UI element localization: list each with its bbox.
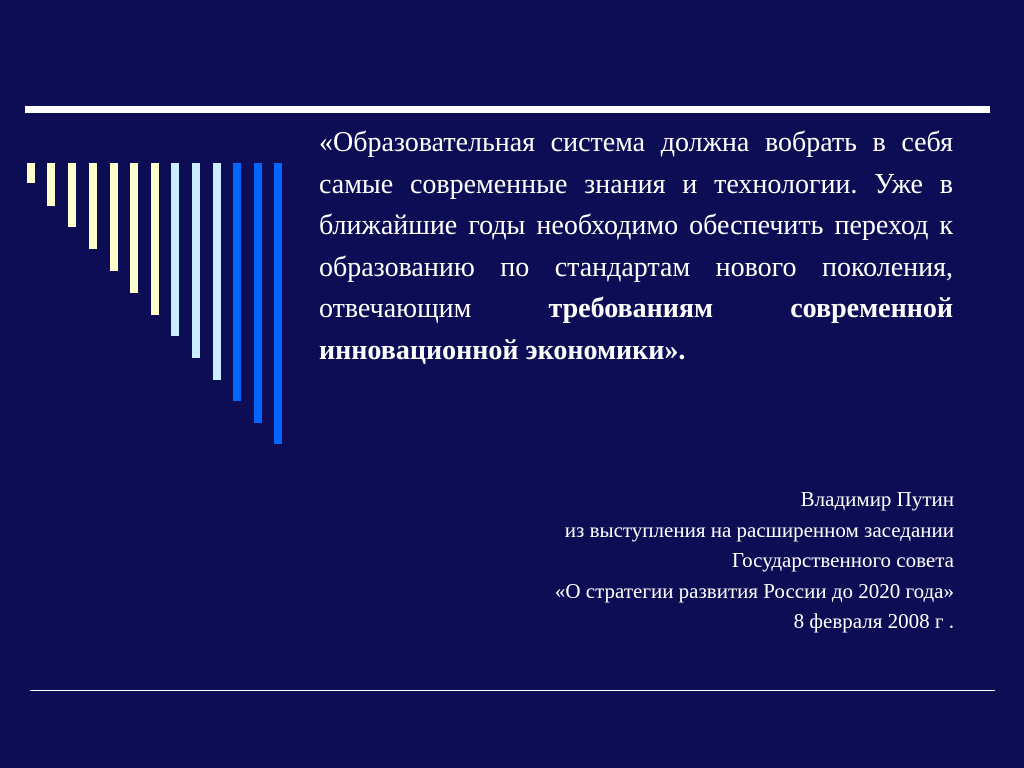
decorative-bar	[130, 163, 138, 293]
decorative-bar	[213, 163, 221, 380]
decorative-bar	[274, 163, 282, 444]
attribution	[420, 484, 954, 637]
attribution-date: 8 февраля 2008 г .	[793, 609, 954, 633]
bottom-rule	[30, 690, 995, 691]
decorative-bar	[192, 163, 200, 358]
decorative-bar	[89, 163, 97, 249]
decorative-bar	[68, 163, 76, 227]
quote-plain: «Образовательная система должна вобрать в себя самые современные знания и технологии. Уже в ближайшие годы необходимо обеспечить переход к образованию по стандартам нового поколения, отвечающим	[319, 127, 953, 324]
attribution-council: Государственного совета	[731, 548, 954, 572]
decorative-bar	[254, 163, 262, 423]
decorative-bar	[233, 163, 241, 401]
decorative-bar	[110, 163, 118, 271]
quote-bold: требованиям современной инновационной экономики».	[319, 293, 953, 366]
decorative-bar	[151, 163, 159, 315]
decorative-bar	[47, 163, 55, 206]
attribution-source: из выступления на расширенном заседании	[564, 517, 954, 542]
decorative-bars	[0, 0, 300, 460]
decorative-bar	[171, 163, 179, 336]
quote-text	[319, 122, 953, 371]
attribution-topic: «О стратегии развития России до 2020 года»	[554, 578, 954, 603]
attribution-author: Владимир Путин	[800, 487, 954, 511]
decorative-bar	[27, 163, 35, 183]
